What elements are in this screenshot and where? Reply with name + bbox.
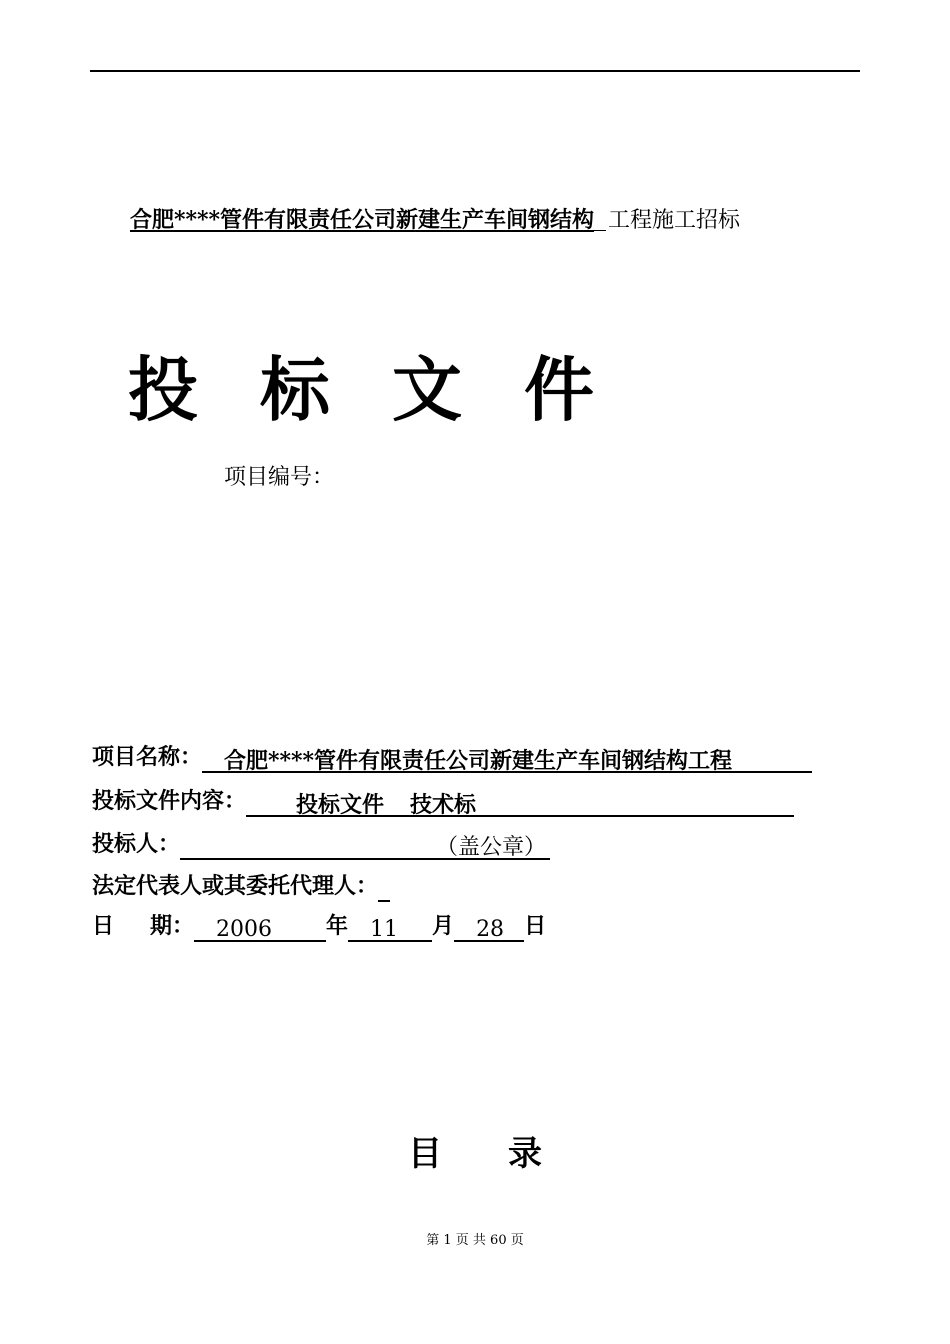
page-footer: 第 1 页 共 60 页 bbox=[426, 1233, 524, 1248]
date-month-unit: 月 bbox=[432, 913, 455, 939]
content-value-2: 技术标 bbox=[410, 792, 477, 818]
bidder-label: 投标人： bbox=[92, 831, 181, 857]
bidder-field bbox=[92, 828, 550, 860]
project-name-field bbox=[92, 741, 812, 773]
date-label-2: 期： bbox=[150, 913, 195, 939]
representative-field bbox=[92, 870, 390, 902]
tender-subtitle bbox=[130, 204, 740, 237]
representative-label: 法定代表人或其委托代理人： bbox=[92, 873, 379, 899]
toc-char-2: 录 bbox=[508, 1134, 542, 1174]
content-label: 投标文件内容： bbox=[92, 788, 247, 814]
date-year-unit: 年 bbox=[326, 913, 349, 939]
main-title-char-2: 标 bbox=[260, 348, 330, 431]
bidder-seal: （盖公章） bbox=[180, 832, 550, 860]
toc-char-1: 目 bbox=[408, 1134, 442, 1174]
date-month: 11 bbox=[348, 914, 432, 942]
project-name-value: 合肥****管件有限责任公司新建生产车间钢结构工程 bbox=[202, 745, 812, 773]
project-name-label: 项目名称： bbox=[92, 744, 203, 770]
date-year: 2006 bbox=[194, 914, 326, 942]
date-label-1: 日 bbox=[92, 913, 115, 939]
content-value-1: 投标文件 bbox=[296, 792, 385, 818]
date-field bbox=[92, 910, 546, 942]
project-number-label: 项目编号： bbox=[224, 465, 335, 490]
main-title bbox=[128, 348, 656, 432]
toc-heading bbox=[408, 1132, 542, 1176]
main-title-char-1: 投 bbox=[128, 348, 198, 431]
main-title-char-4: 件 bbox=[524, 348, 594, 431]
header-rule bbox=[90, 70, 860, 72]
subtitle-project-name: 合肥****管件有限责任公司新建生产车间钢结构 bbox=[130, 207, 595, 233]
content-field bbox=[92, 785, 794, 817]
content-value bbox=[246, 789, 794, 817]
subtitle-suffix: 工程施工招标 bbox=[608, 208, 741, 233]
date-day-unit: 日 bbox=[524, 913, 547, 939]
main-title-char-3: 文 bbox=[392, 348, 462, 431]
subtitle-underline-gap bbox=[594, 206, 606, 231]
date-day: 28 bbox=[454, 914, 524, 942]
representative-blank bbox=[378, 872, 390, 902]
